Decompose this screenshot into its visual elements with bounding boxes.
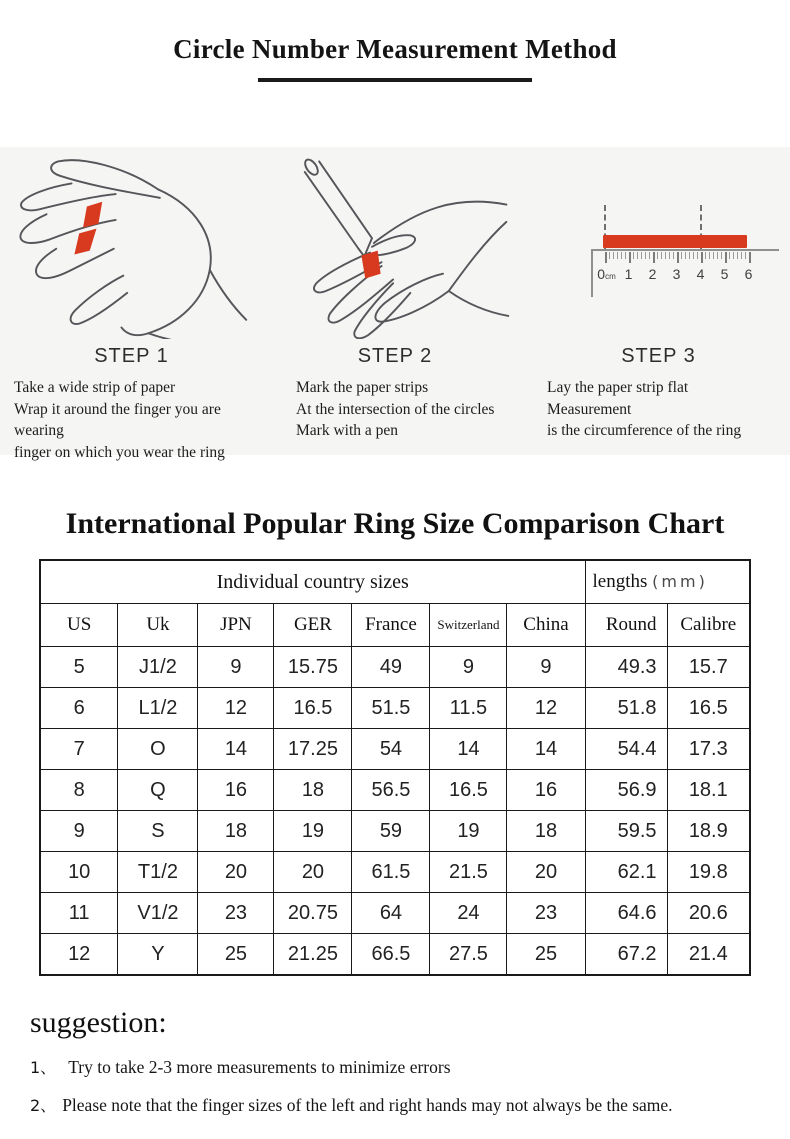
table-cell: 59	[352, 811, 430, 852]
step-2-line-2: At the intersection of the circles	[296, 400, 495, 418]
ruler-unit: cm	[605, 272, 616, 281]
table-cell: 27.5	[430, 934, 507, 976]
table-row	[40, 893, 750, 934]
page-title: Circle Number Measurement Method	[173, 34, 617, 64]
table-row	[40, 811, 750, 852]
suggestion-item-1-text: Try to take 2-3 more measurements to minimize errors	[68, 1057, 451, 1077]
table-cell: 23	[507, 893, 585, 934]
title-underline	[258, 78, 532, 82]
red-paper-strip	[603, 235, 747, 248]
table-cell: 20.6	[667, 893, 750, 934]
lengths-unit: (mm)	[652, 572, 708, 591]
table-cell: 20	[274, 852, 352, 893]
table-cell: 64.6	[585, 893, 667, 934]
table-cell: 18.1	[667, 770, 750, 811]
ring-size-comparison-table	[39, 559, 751, 976]
step-1-label: STEP 1	[94, 345, 169, 367]
table-row	[40, 647, 750, 688]
ruler-major-tick	[605, 252, 607, 263]
table-cell: 51.8	[585, 688, 667, 729]
table-cell: 14	[430, 729, 507, 770]
table-cell: 12	[507, 688, 585, 729]
table-cell: 16	[507, 770, 585, 811]
step-2-line-1: Mark the paper strips	[296, 379, 429, 396]
col-header-switzerland: Switzerland	[430, 604, 507, 647]
group-header-country-sizes: Individual country sizes	[40, 560, 585, 604]
suggestion-item-2-text: Please note that the finger sizes of the left and right hands may not always be the same.	[62, 1095, 673, 1115]
table-cell: 24	[430, 893, 507, 934]
step-3-line-3: is the circumference of the ring	[547, 422, 742, 439]
table-cell: 10	[40, 852, 118, 893]
ruler-with-paper-strip-icon	[597, 205, 755, 315]
table-cell: 9	[40, 811, 118, 852]
table-cell: 9	[507, 647, 585, 688]
suggestion-heading: suggestion:	[30, 1006, 167, 1039]
ruler-label-1: 1	[624, 266, 633, 282]
table-cell: 15.75	[274, 647, 352, 688]
table-cell: 16.5	[430, 770, 507, 811]
step-3-label: STEP 3	[621, 345, 696, 367]
step-2-line-3: Mark with a pen	[296, 422, 399, 439]
step-3-column	[527, 147, 790, 463]
col-header-france: France	[352, 604, 430, 647]
table-cell: Y	[118, 934, 198, 976]
ruler-edge-line	[591, 249, 779, 251]
table-cell: 18	[507, 811, 585, 852]
step-2-description	[263, 377, 527, 442]
table-cell: 61.5	[352, 852, 430, 893]
ruler-label-0: 0cm	[597, 266, 616, 282]
paper-strip-mark	[361, 251, 380, 279]
table-row	[40, 729, 750, 770]
col-header-us: US	[40, 604, 118, 647]
table-cell: 49	[352, 647, 430, 688]
table-cell: 16.5	[274, 688, 352, 729]
table-cell: 18	[198, 811, 274, 852]
table-cell: S	[118, 811, 198, 852]
table-cell: 12	[198, 688, 274, 729]
table-row	[40, 770, 750, 811]
lengths-label: lengths	[592, 571, 648, 592]
table-column-header-row	[40, 604, 750, 647]
step-3-figure	[527, 147, 790, 339]
col-header-jpn: JPN	[198, 604, 274, 647]
table-cell: L1/2	[118, 688, 198, 729]
ruler-major-tick	[653, 252, 655, 263]
suggestion-item-1	[30, 1055, 762, 1080]
table-cell: J1/2	[118, 647, 198, 688]
table-cell: 56.9	[585, 770, 667, 811]
table-cell: 7	[40, 729, 118, 770]
ruler-label-2: 2	[648, 266, 657, 282]
table-cell: T1/2	[118, 852, 198, 893]
ruler-major-tick	[749, 252, 751, 263]
table-cell: 8	[40, 770, 118, 811]
suggestion-item-1-marker: 1、	[30, 1058, 57, 1077]
table-title: International Popular Ring Size Comparison Chart	[65, 507, 725, 540]
table-cell: 14	[507, 729, 585, 770]
paper-strip-mark	[74, 202, 102, 255]
col-header-ger: GER	[274, 604, 352, 647]
table-cell: 56.5	[352, 770, 430, 811]
ruler-end-bar	[591, 251, 593, 297]
step-3-line-1: Lay the paper strip flat	[547, 379, 689, 396]
table-cell: 17.25	[274, 729, 352, 770]
table-cell: 9	[198, 647, 274, 688]
table-cell: 54.4	[585, 729, 667, 770]
ruler-major-tick	[677, 252, 679, 263]
ruler-label-5: 5	[720, 266, 729, 282]
ruler-label-4: 4	[696, 266, 705, 282]
hand-marking-with-pen-icon	[275, 147, 515, 339]
step-1-line-2: Wrap it around the finger you are wearing	[14, 400, 221, 439]
table-cell: 9	[430, 647, 507, 688]
table-cell: Q	[118, 770, 198, 811]
ruler-label-6: 6	[744, 266, 753, 282]
hand-with-paper-strip-icon	[7, 147, 257, 339]
table-row	[40, 934, 750, 976]
table-cell: 20	[198, 852, 274, 893]
table-row	[40, 852, 750, 893]
table-cell: 18.9	[667, 811, 750, 852]
table-cell: 54	[352, 729, 430, 770]
step-3-line-2: Measurement	[547, 400, 632, 418]
suggestion-item-2-marker: 2、	[30, 1096, 57, 1115]
table-cell: 11	[40, 893, 118, 934]
header	[0, 0, 790, 82]
table-cell: 59.5	[585, 811, 667, 852]
table-cell: 11.5	[430, 688, 507, 729]
table-cell: 17.3	[667, 729, 750, 770]
group-header-lengths	[585, 560, 750, 604]
table-cell: 20.75	[274, 893, 352, 934]
table-cell: 20	[507, 852, 585, 893]
step-2-figure	[263, 147, 527, 339]
step-2-column	[263, 147, 527, 463]
step-1-line-3: finger on which you wear the ring	[14, 443, 225, 461]
table-cell: 23	[198, 893, 274, 934]
col-header-uk: Uk	[118, 604, 198, 647]
step-1-description	[0, 377, 263, 463]
ruler-major-tick	[725, 252, 727, 263]
table-cell: 25	[507, 934, 585, 976]
table-cell: 19.8	[667, 852, 750, 893]
ruler-major-tick	[629, 252, 631, 263]
table-cell: 19	[430, 811, 507, 852]
table-cell: 21.5	[430, 852, 507, 893]
table-cell: 14	[198, 729, 274, 770]
suggestion-section	[30, 1004, 762, 1118]
table-cell: 51.5	[352, 688, 430, 729]
table-cell: 19	[274, 811, 352, 852]
table-cell: 49.3	[585, 647, 667, 688]
step-1-column	[0, 147, 263, 463]
table-cell: 64	[352, 893, 430, 934]
table-cell: 18	[274, 770, 352, 811]
measurement-steps-band	[0, 147, 790, 461]
ruler-label-3: 3	[672, 266, 681, 282]
table-cell: 62.1	[585, 852, 667, 893]
table-cell: 6	[40, 688, 118, 729]
table-cell: 25	[198, 934, 274, 976]
step-3-description	[527, 377, 790, 442]
ruler-major-tick	[701, 252, 703, 263]
step-1-figure	[0, 147, 263, 339]
col-header-round: Round	[585, 604, 667, 647]
suggestion-item-2	[30, 1093, 762, 1118]
step-2-label: STEP 2	[357, 345, 433, 367]
table-cell: 67.2	[585, 934, 667, 976]
table-cell: O	[118, 729, 198, 770]
table-group-header-row	[40, 560, 750, 604]
step-1-line-1: Take a wide strip of paper	[14, 379, 176, 396]
table-cell: 66.5	[352, 934, 430, 976]
col-header-calibre: Calibre	[667, 604, 750, 647]
table-cell: 21.25	[274, 934, 352, 976]
col-header-china: China	[507, 604, 585, 647]
table-cell: 16	[198, 770, 274, 811]
table-row	[40, 688, 750, 729]
table-cell: 21.4	[667, 934, 750, 976]
table-cell: 12	[40, 934, 118, 976]
table-cell: 15.7	[667, 647, 750, 688]
table-cell: V1/2	[118, 893, 198, 934]
table-cell: 5	[40, 647, 118, 688]
table-cell: 16.5	[667, 688, 750, 729]
